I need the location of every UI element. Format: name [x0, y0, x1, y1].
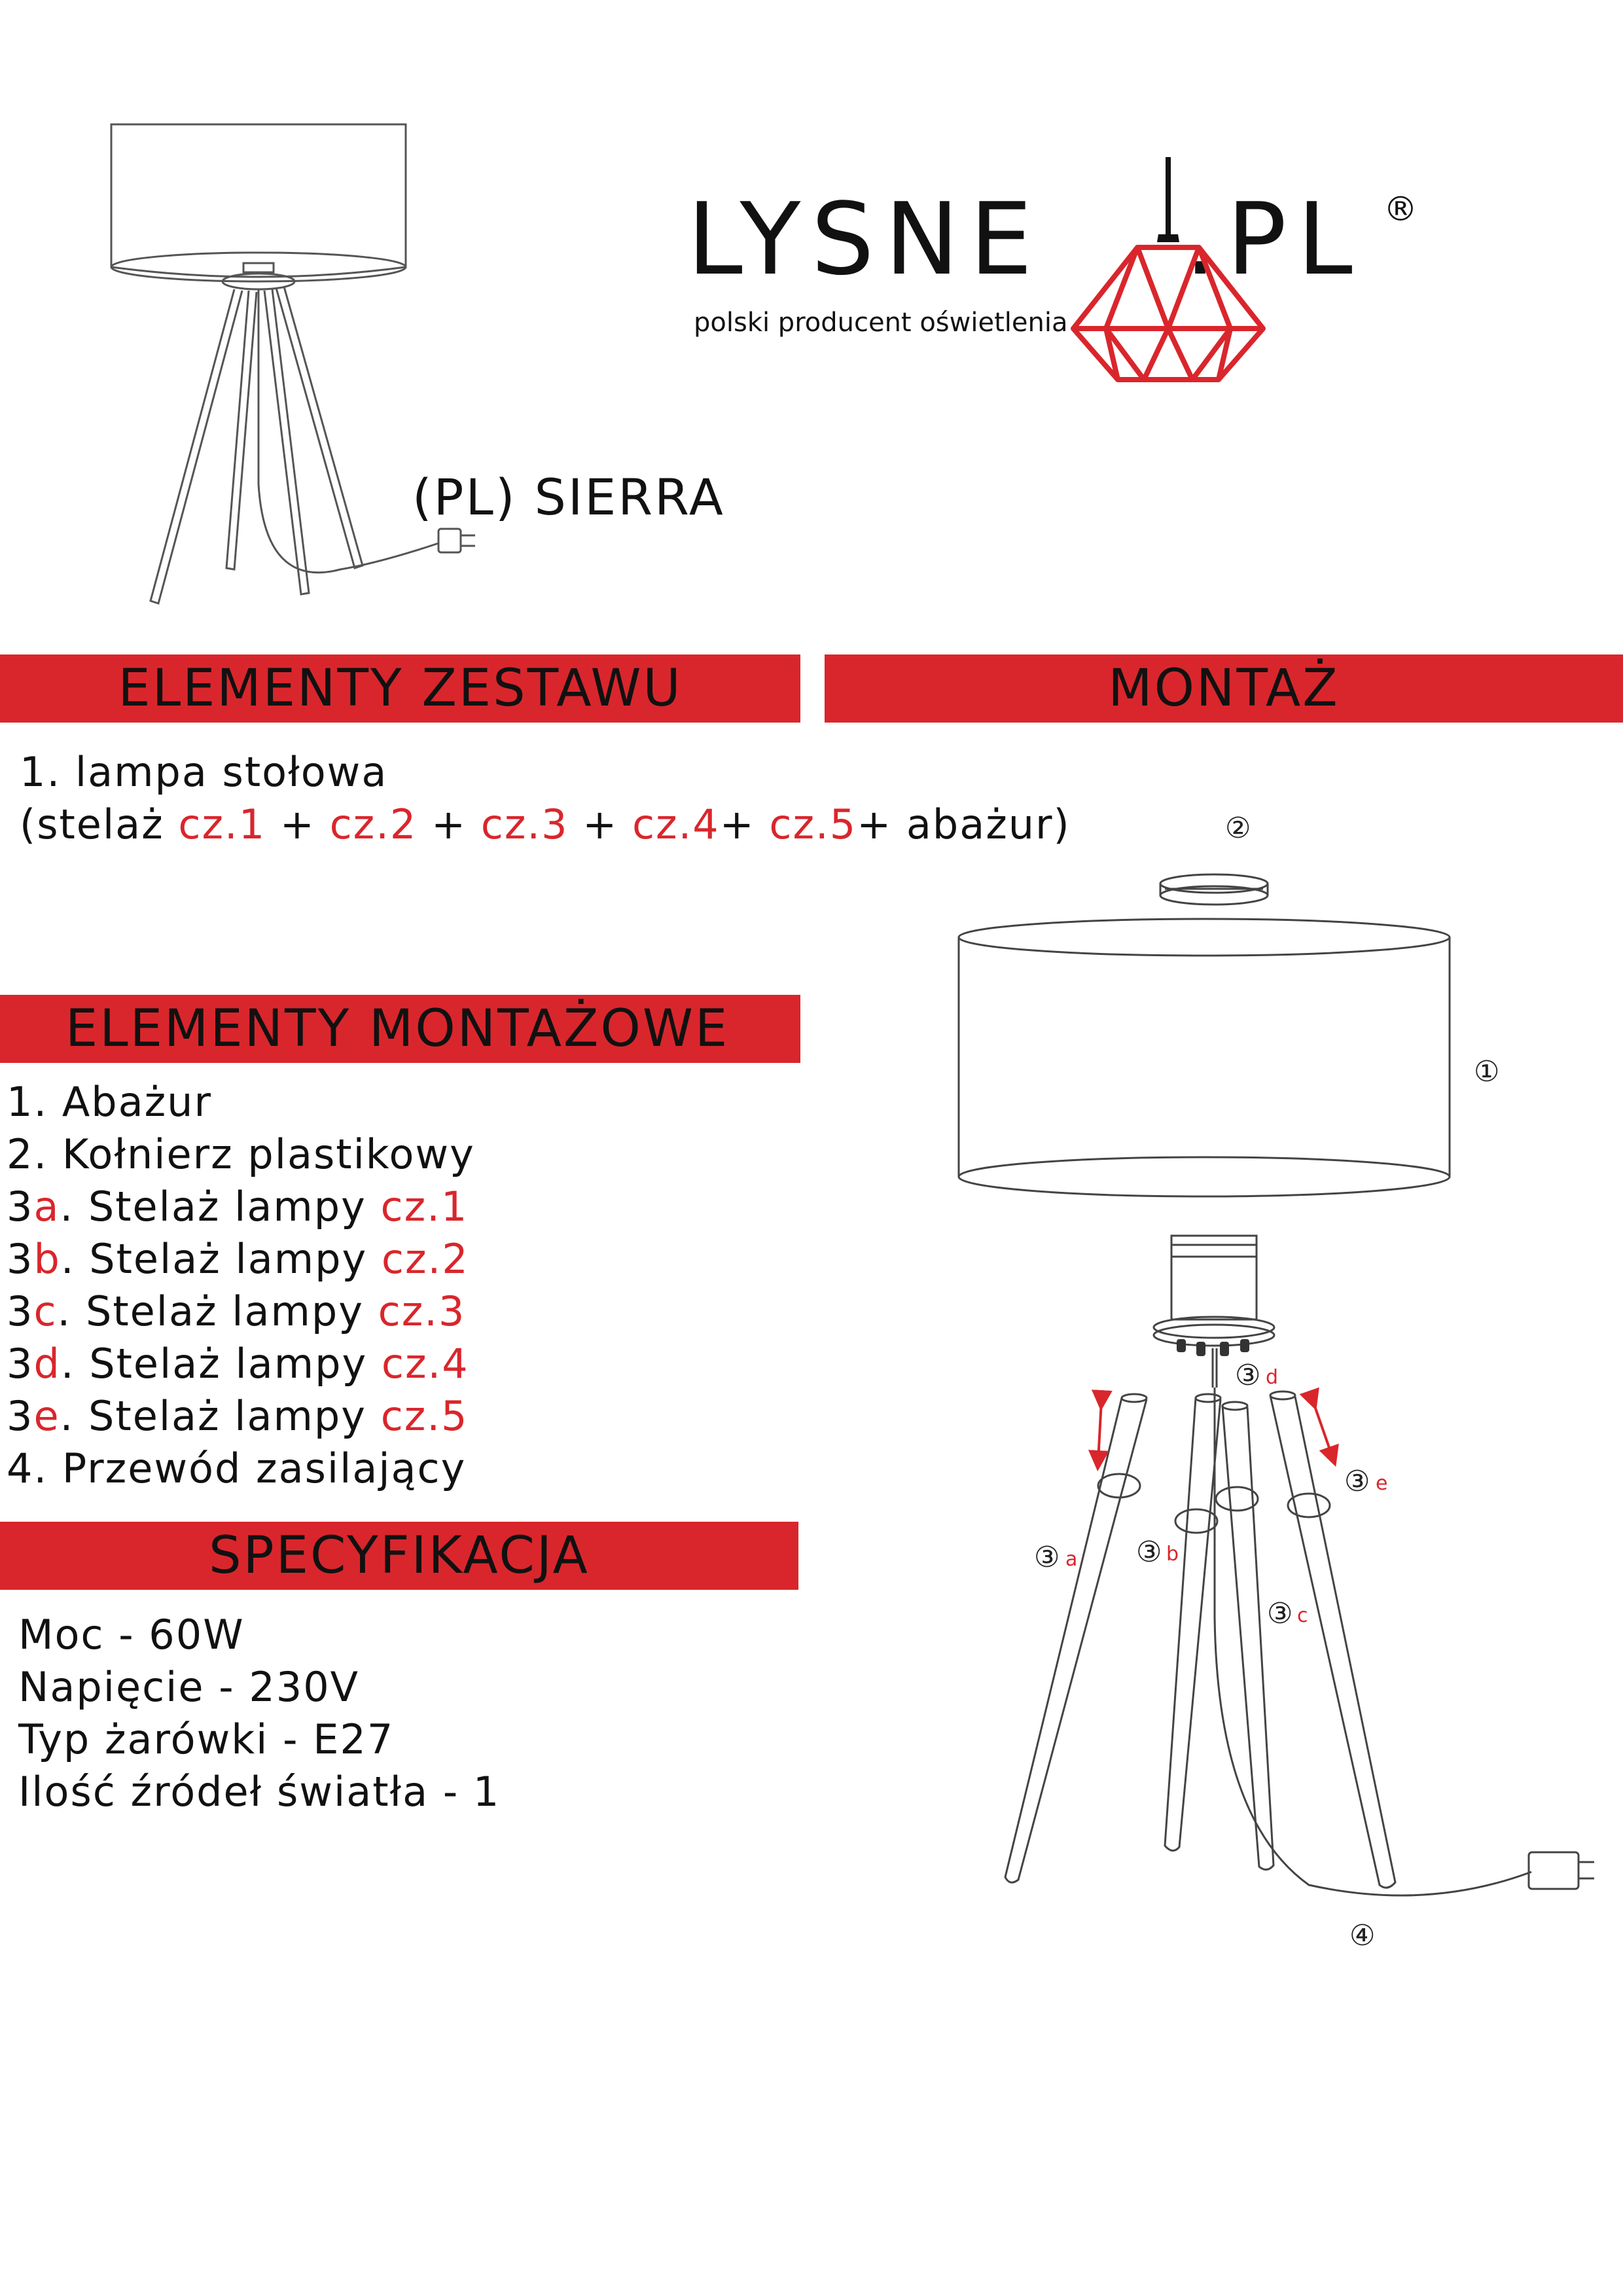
lamp-socket	[1154, 1236, 1274, 1346]
parts-item-3c: 3c. Stelaż lampy cz.3	[7, 1287, 466, 1335]
assembly-heading-band	[825, 655, 1623, 723]
label-leg-d	[1235, 1359, 1278, 1392]
parts-heading-band	[0, 995, 800, 1063]
product-title: (PL) SIERRA	[412, 468, 725, 526]
svg-text:e: e	[1376, 1472, 1388, 1495]
parts-item-1: 1. Abażur	[7, 1078, 212, 1126]
label-shade: ①	[1474, 1055, 1500, 1088]
parts-item-3e: 3e. Stelaż lampy cz.5	[7, 1392, 469, 1440]
label-leg-b	[1136, 1535, 1179, 1569]
power-cable	[1215, 1388, 1531, 1895]
spec-voltage: Napięcie - 230V	[18, 1663, 360, 1711]
spec-power: Moc - 60W	[18, 1611, 245, 1659]
spec-bulb-type: Typ żarówki - E27	[18, 1715, 395, 1763]
spec-list	[18, 1609, 500, 1818]
svg-text:a: a	[1065, 1548, 1078, 1571]
leg-c	[1222, 1402, 1274, 1870]
power-plug	[1529, 1852, 1578, 1889]
plastic-collar	[1160, 874, 1268, 905]
registered-mark: ®	[1383, 190, 1418, 229]
kit-list	[20, 746, 1071, 851]
lampshade	[959, 919, 1450, 1196]
svg-text:③: ③	[1136, 1535, 1162, 1569]
parts-item-3b: 3b. Stelaż lampy cz.2	[7, 1235, 469, 1283]
kit-heading: ELEMENTY ZESTAWU	[118, 659, 683, 718]
spec-heading: SPECYFIKACJA	[209, 1526, 590, 1585]
parts-heading: ELEMENTY MONTAŻOWE	[65, 999, 730, 1058]
pendant-lamp-logo-icon	[1067, 157, 1276, 393]
label-leg-c	[1267, 1597, 1308, 1630]
svg-text:③: ③	[1235, 1359, 1261, 1392]
leg-a	[1005, 1394, 1147, 1882]
logo-brand-right: .PL	[1185, 181, 1363, 297]
parts-item-2: 2. Kołnierz plastikowy	[7, 1130, 475, 1178]
svg-text:c: c	[1297, 1604, 1308, 1627]
svg-text:d: d	[1266, 1366, 1279, 1389]
parts-item-4: 4. Przewód zasilający	[7, 1444, 467, 1492]
kit-heading-band	[0, 655, 800, 723]
leg-b	[1165, 1394, 1221, 1851]
parts-list	[7, 1076, 475, 1495]
spec-light-sources: Ilość źródeł światła - 1	[18, 1768, 501, 1816]
svg-text:③: ③	[1267, 1597, 1293, 1630]
svg-text:b: b	[1166, 1543, 1179, 1566]
label-leg-a	[1034, 1541, 1077, 1574]
svg-text:③: ③	[1344, 1465, 1370, 1498]
logo-tagline: polski producent oświetlenia	[694, 308, 1068, 338]
assembly-diagram	[942, 798, 1623, 1977]
kit-line-2: (stelaż cz.1 + cz.2 + cz.3 + cz.4+ cz.5+ abażur)	[20, 800, 1071, 848]
kit-line-1: 1. lampa stołowa	[20, 748, 388, 796]
logo-brand-left: LYSNE	[687, 181, 1043, 297]
parts-item-3a: 3a. Stelaż lampy cz.1	[7, 1183, 469, 1230]
label-cable: ④	[1349, 1919, 1376, 1952]
assembly-heading: MONTAŻ	[1108, 659, 1340, 718]
parts-item-3d: 3d. Stelaż lampy cz.4	[7, 1340, 469, 1388]
spec-heading-band	[0, 1522, 798, 1590]
leg-e	[1270, 1391, 1395, 1888]
lamp-thumbnail-illustration	[105, 118, 510, 615]
label-collar: ②	[1225, 812, 1251, 845]
label-leg-e	[1344, 1465, 1387, 1498]
svg-text:③: ③	[1034, 1541, 1060, 1574]
